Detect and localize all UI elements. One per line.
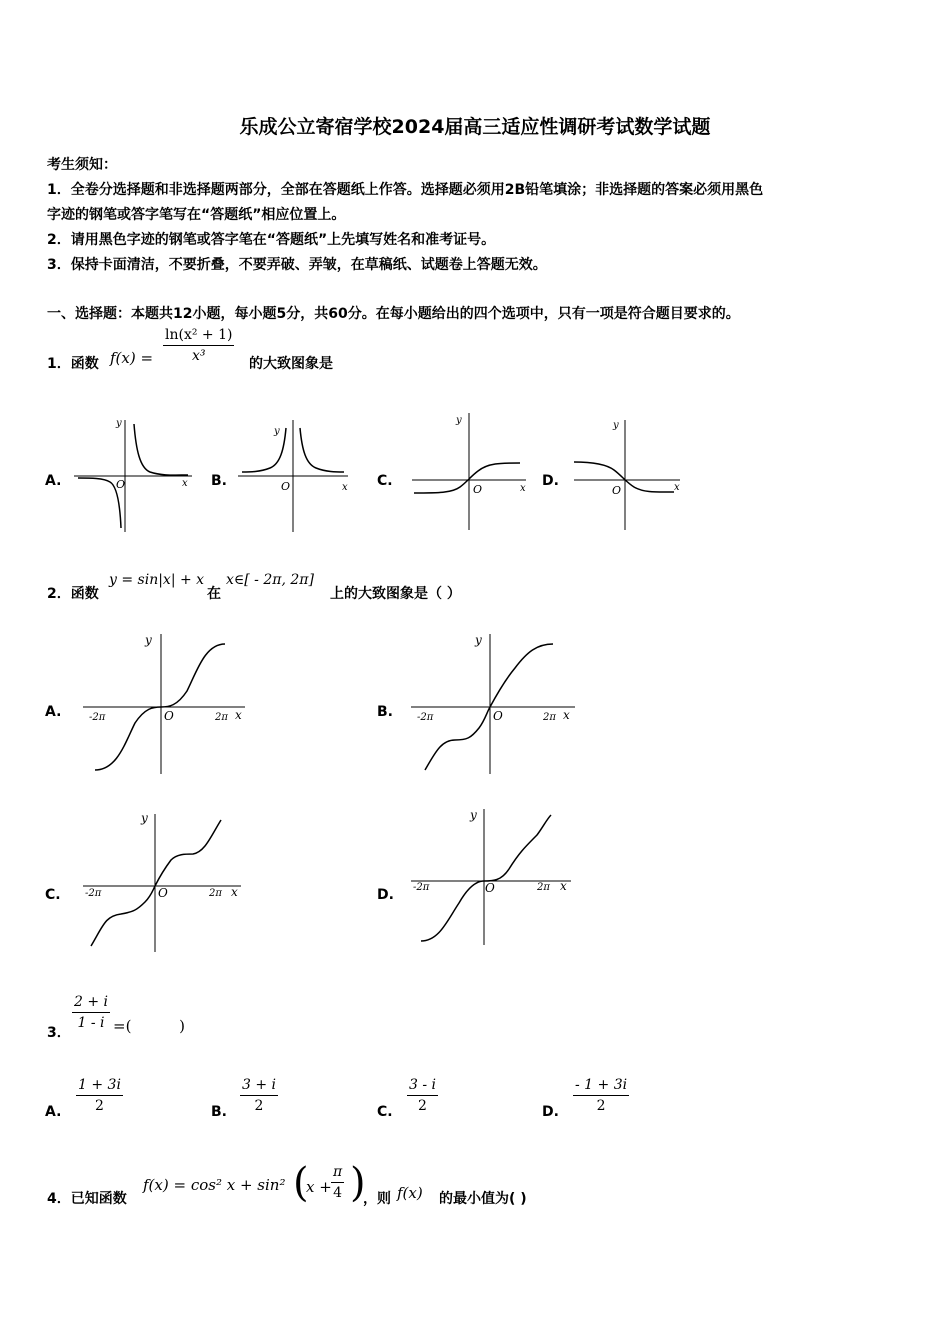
q4-pi-denominator: 4	[333, 1185, 343, 1201]
q3-option-c-label[interactable]: C.	[377, 1104, 393, 1120]
origin-label: O	[493, 709, 503, 723]
q1-number: 1．函数	[47, 356, 99, 372]
x-label: x	[342, 482, 348, 493]
q3-option-a-numerator: 1 + 3i	[76, 1077, 123, 1096]
y-label: y	[456, 415, 462, 426]
q1-graph-b[interactable]	[234, 410, 354, 535]
q1-graph-a[interactable]	[70, 410, 200, 535]
q1-fraction-numerator: ln(x² + 1)	[163, 327, 234, 346]
q4-fx: f(x)	[397, 1184, 423, 1202]
section-heading: 一、选择题：本题共12小题，每小题5分，共60分。在每小题给出的四个选项中，只有一项是符合题目要求的。	[47, 306, 740, 322]
curve	[414, 463, 520, 493]
q3-fraction-denominator: 1 - i	[77, 1015, 105, 1031]
x-label: x	[182, 478, 188, 489]
y-label: y	[274, 426, 280, 437]
q3-option-c-fraction[interactable]	[407, 1077, 438, 1114]
q1-tail: 的大致图象是	[249, 356, 333, 372]
y-label: y	[470, 808, 477, 822]
x-label: x	[231, 885, 238, 899]
q4-tail: 的最小值为( )	[439, 1191, 527, 1207]
q4-left-paren: (	[293, 1160, 309, 1206]
y-label: y	[141, 811, 148, 825]
q2-graph-c[interactable]	[75, 810, 255, 958]
q1-fraction	[163, 327, 234, 364]
q3-option-b-fraction[interactable]	[240, 1077, 278, 1114]
x-label: x	[520, 483, 526, 494]
notice-item-3: 3．保持卡面清洁，不要折叠，不要弄破、弄皱，在草稿纸、试题卷上答题无效。	[47, 257, 547, 273]
q4-right-paren: )	[350, 1160, 366, 1206]
origin-label: O	[485, 881, 495, 895]
q4-number: 4．已知函数	[47, 1191, 127, 1207]
x-label: x	[235, 708, 242, 722]
q3-option-a-fraction[interactable]	[76, 1077, 123, 1114]
q1-option-d-label[interactable]: D.	[542, 473, 559, 489]
q3-option-c-numerator: 3 - i	[407, 1077, 438, 1096]
q2-expression: y = sin|x| + x	[109, 572, 205, 588]
q3-option-d-denominator: 2	[596, 1098, 606, 1114]
q3-fraction-numerator: 2 + i	[72, 994, 110, 1013]
curve-right	[300, 428, 344, 472]
curve	[421, 815, 551, 941]
q4-mid: ，则	[363, 1191, 391, 1207]
q4-pi-fraction	[331, 1164, 344, 1201]
y-label: y	[475, 633, 482, 647]
x-label: x	[674, 482, 680, 493]
notice-item-1-line-2: 字迹的钢笔或答字笔写在“答题纸”相应位置上。	[47, 207, 346, 223]
q2-interval: x∈[ - 2π, 2π]	[226, 572, 314, 588]
q1-graph-d[interactable]	[570, 410, 685, 535]
right-tick-label: 2π	[215, 712, 228, 723]
q3-tail: =( )	[113, 1017, 185, 1035]
q3-option-d-label[interactable]: D.	[542, 1104, 559, 1120]
q1-lhs: f(x) =	[110, 349, 154, 367]
left-tick-label: -2π	[413, 882, 430, 893]
left-tick-label: -2π	[85, 888, 102, 899]
page-title: 乐成公立寄宿学校2024届高三适应性调研考试数学试题	[239, 116, 711, 138]
q3-option-b-numerator: 3 + i	[240, 1077, 278, 1096]
q1-option-c-label[interactable]: C.	[377, 473, 393, 489]
notice-item-2: 2．请用黑色字迹的钢笔或答字笔在“答题纸”上先填写姓名和准考证号。	[47, 232, 496, 248]
curve	[574, 462, 674, 492]
q1-option-b-label[interactable]: B.	[211, 473, 227, 489]
origin-label: O	[116, 478, 126, 491]
q3-option-a-label[interactable]: A.	[45, 1104, 62, 1120]
q3-option-d-fraction[interactable]	[573, 1077, 629, 1114]
notice-item-1-line-1: 1．全卷分选择题和非选择题两部分，全部在答题纸上作答。选择题必须用2B铅笔填涂；非选择题的答案必须用黑色	[47, 182, 764, 198]
q1-graph-c[interactable]	[408, 405, 533, 535]
q3-number: 3．	[47, 1025, 71, 1041]
x-label: x	[560, 879, 567, 893]
q3-option-d-numerator: - 1 + 3i	[573, 1077, 629, 1096]
q2-mid: 在	[207, 586, 221, 602]
right-tick-label: 2π	[543, 712, 556, 723]
q2-number: 2．函数	[47, 586, 99, 602]
q3-option-b-label[interactable]: B.	[211, 1104, 227, 1120]
origin-label: O	[164, 709, 174, 723]
q2-option-b-label[interactable]: B.	[377, 704, 393, 720]
origin-label: O	[612, 484, 622, 497]
q4-expression-left: f(x) = cos² x + sin²	[143, 1176, 286, 1194]
q2-graph-d[interactable]	[405, 805, 585, 953]
q2-option-c-label[interactable]: C.	[45, 887, 61, 903]
origin-label: O	[158, 886, 168, 900]
q2-option-d-label[interactable]: D.	[377, 887, 394, 903]
q3-fraction	[72, 994, 110, 1031]
left-tick-label: -2π	[89, 712, 106, 723]
origin-label: O	[473, 483, 483, 496]
curve	[91, 820, 221, 946]
q2-tail: 上的大致图象是（ ）	[330, 586, 461, 602]
right-tick-label: 2π	[209, 888, 222, 899]
x-label: x	[563, 708, 570, 722]
q3-option-b-denominator: 2	[254, 1098, 264, 1114]
q2-graph-a[interactable]	[75, 628, 255, 778]
q3-option-a-denominator: 2	[95, 1098, 104, 1114]
notice-heading: 考生须知：	[47, 157, 117, 173]
q4-paren-inner: x +	[306, 1178, 332, 1196]
q1-option-a-label[interactable]: A.	[45, 473, 62, 489]
y-label: y	[613, 420, 619, 431]
y-label: y	[116, 418, 122, 429]
y-label: y	[145, 633, 152, 647]
q4-pi-numerator: π	[331, 1164, 344, 1183]
left-tick-label: -2π	[417, 712, 434, 723]
q2-option-a-label[interactable]: A.	[45, 704, 62, 720]
right-tick-label: 2π	[537, 882, 550, 893]
origin-label: O	[281, 480, 291, 493]
curve-right	[134, 424, 188, 475]
q3-option-c-denominator: 2	[418, 1098, 427, 1114]
q2-graph-b[interactable]	[405, 628, 585, 778]
curve-left	[78, 478, 121, 528]
q1-fraction-denominator: x³	[191, 348, 206, 364]
